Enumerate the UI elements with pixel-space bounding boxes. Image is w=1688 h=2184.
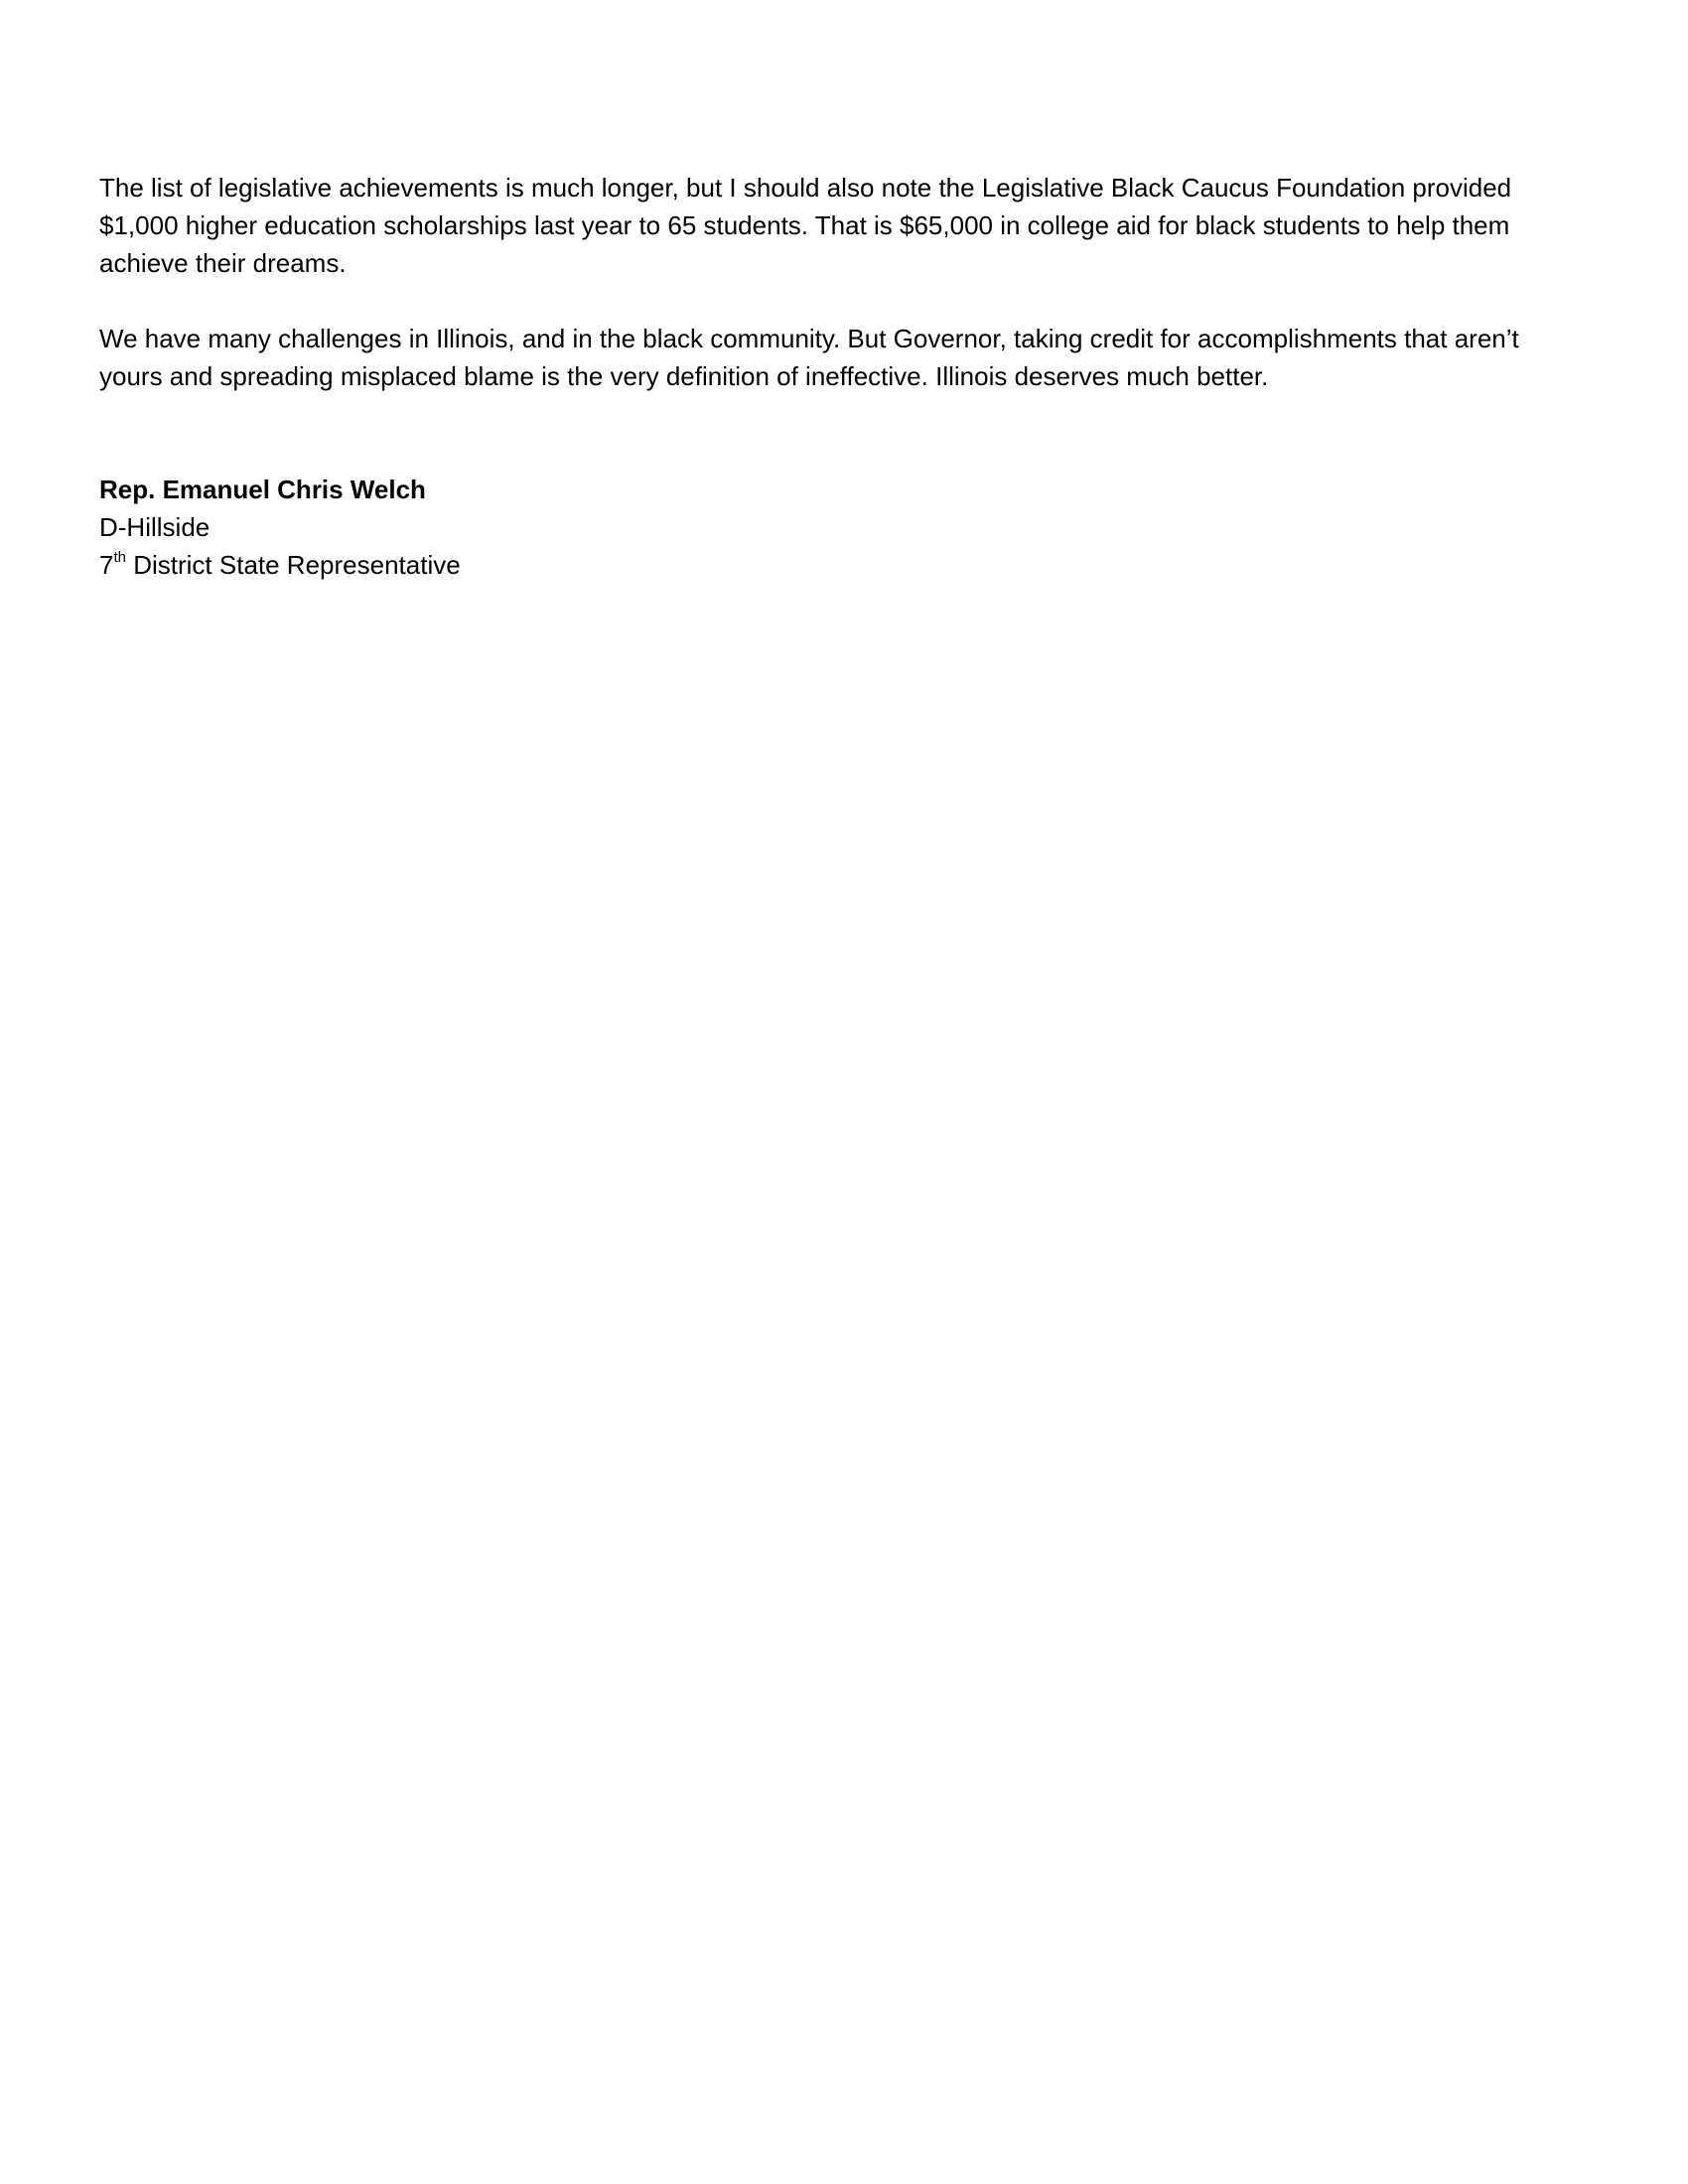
signature-name: Rep. Emanuel Chris Welch	[99, 475, 426, 504]
paragraph-scholarships: The list of legislative achievements is much longer, but I should also note the Legislative Black Caucus Foundation provided $1,000 higher education scholarships last year to 65 students. That is $65,000 in college aid for black students to help them achieve their dreams.	[99, 173, 1512, 278]
signature-party-town: D-Hillside	[99, 512, 211, 542]
signature-block	[99, 471, 1589, 584]
paragraph-challenges: We have many challenges in Illinois, and in the black community. But Governor, taking credit for accomplishments that aren’t yours and spreading misplaced blame is the very definition of ineffective. Illinois deserves much better.	[99, 324, 1519, 391]
letter-body	[99, 169, 1589, 584]
signature-district-line	[99, 546, 1589, 584]
district-number: 7	[99, 550, 114, 580]
district-title: District State Representative	[133, 550, 461, 580]
district-ordinal-suffix: th	[113, 549, 126, 567]
